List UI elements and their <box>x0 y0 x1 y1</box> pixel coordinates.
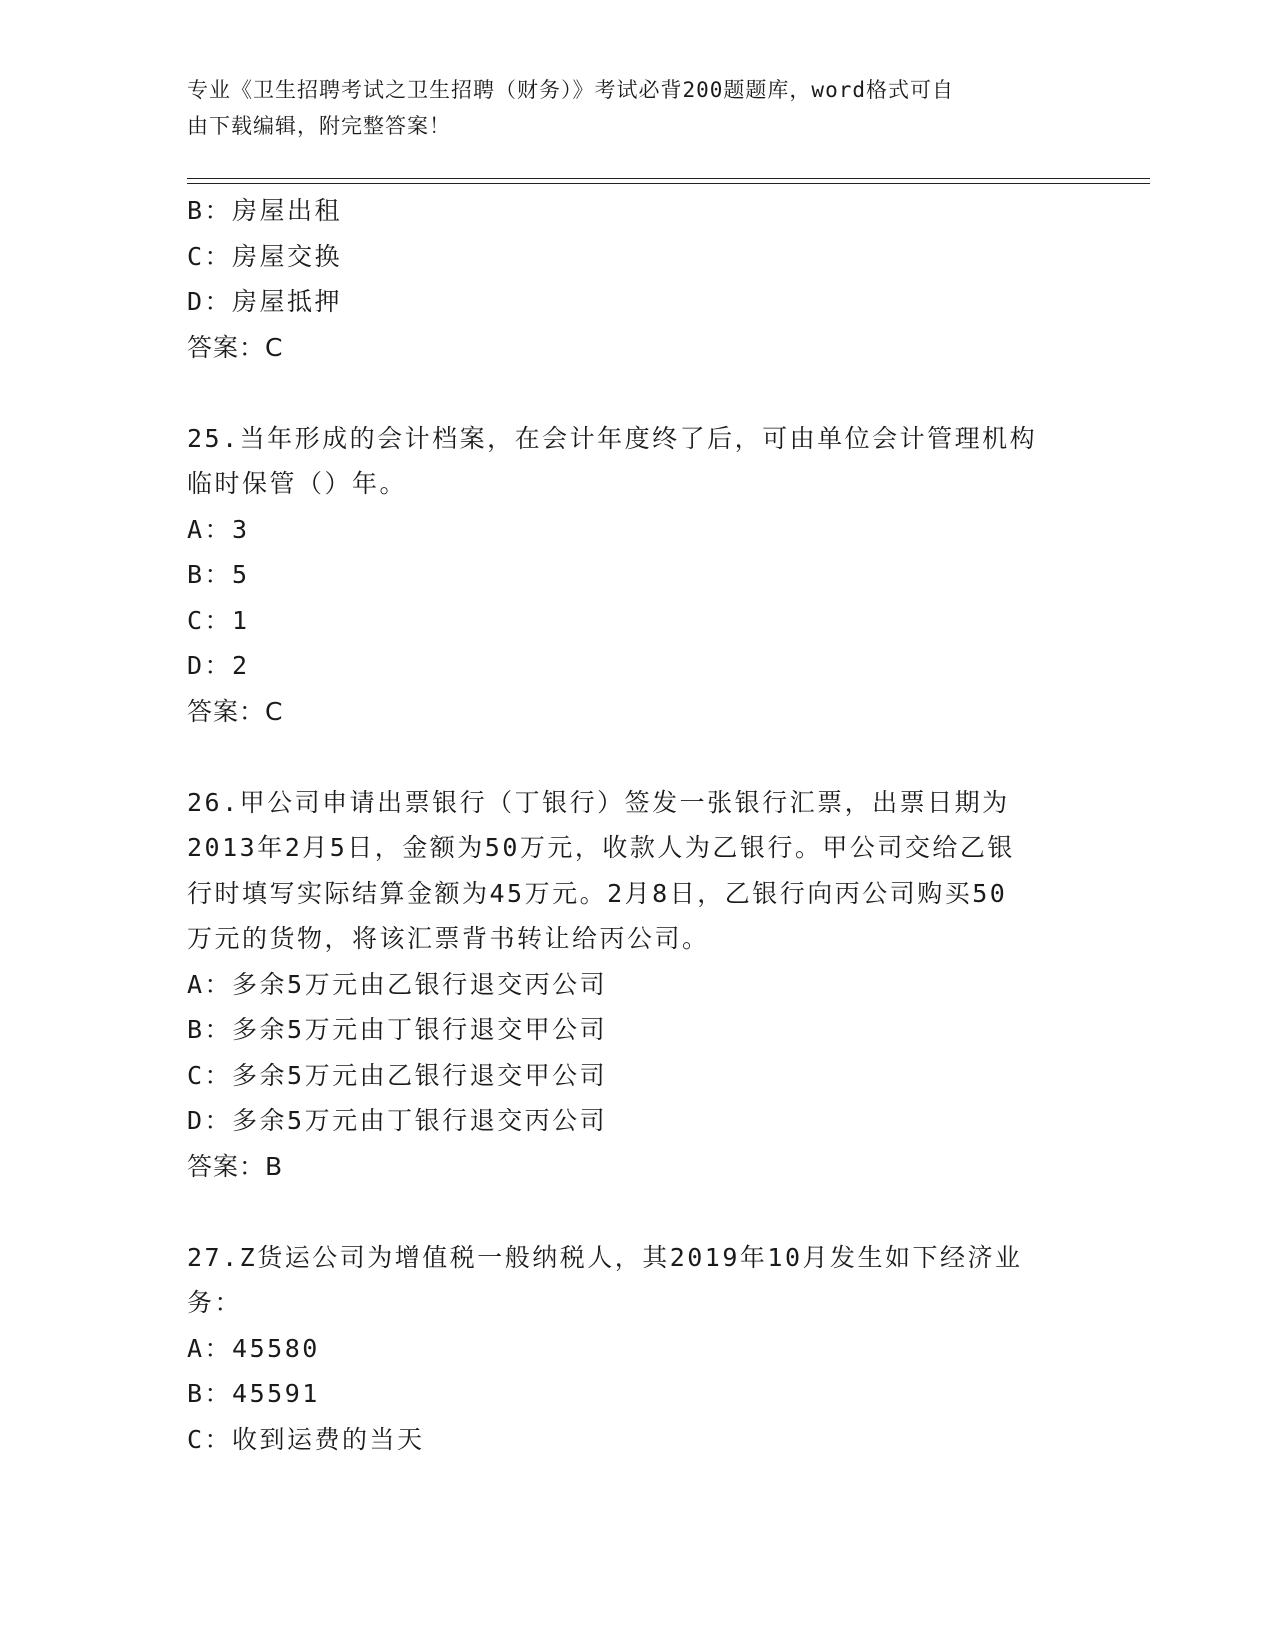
q26-stem-line-3: 行时填写实际结算金额为45万元。2月8日，乙银行向丙公司购买50 <box>187 878 1008 908</box>
question-27 <box>187 1235 1087 1463</box>
q27-option-c: C：收到运费的当天 <box>187 1424 425 1454</box>
q24-option-b: B：房屋出租 <box>187 196 343 225</box>
q27-option-a: A：45580 <box>187 1333 320 1363</box>
q25-option-a: A：3 <box>187 514 250 544</box>
q25-stem-line-2: 临时保管（）年。 <box>187 469 408 498</box>
spacer <box>187 734 1087 780</box>
spacer <box>187 370 1087 416</box>
q24-answer: 答案：C <box>187 332 284 362</box>
q25-option-b: B：5 <box>187 560 250 589</box>
question-24-tail <box>187 188 1087 370</box>
question-content <box>187 188 1087 1462</box>
q27-option-b: B：45591 <box>187 1379 320 1408</box>
spacer <box>187 1189 1087 1235</box>
header-line-1: 专业《卫生招聘考试之卫生招聘（财务）》考试必背200题题库，word格式可自 <box>187 78 954 102</box>
question-25 <box>187 416 1087 735</box>
q25-stem-line-1: 25.当年形成的会计档案，在会计年度终了后，可由单位会计管理机构 <box>187 423 1038 453</box>
q26-stem-line-1: 26.甲公司申请出票银行（丁银行）签发一张银行汇票，出票日期为 <box>187 787 1010 817</box>
q27-stem-line-1: 27.Z货运公司为增值税一般纳税人，其2019年10月发生如下经济业 <box>187 1242 1023 1272</box>
q27-stem-line-2: 务： <box>187 1288 243 1317</box>
question-26 <box>187 780 1087 1190</box>
q26-answer: 答案：B <box>187 1151 284 1181</box>
q25-option-c: C：1 <box>187 605 250 635</box>
q25-answer: 答案：C <box>187 696 284 726</box>
q24-option-c: C：房屋交换 <box>187 241 343 271</box>
q24-option-d: D：房屋抵押 <box>187 287 343 316</box>
q26-option-c: C：多余5万元由乙银行退交甲公司 <box>187 1060 608 1090</box>
document-header <box>187 72 1067 144</box>
q26-option-b: B：多余5万元由丁银行退交甲公司 <box>187 1015 608 1044</box>
header-divider-thin <box>187 183 1150 184</box>
header-divider-thick <box>187 178 1150 179</box>
q26-option-d: D：多余5万元由丁银行退交丙公司 <box>187 1106 608 1135</box>
q26-stem-line-2: 2013年2月5日，金额为50万元，收款人为乙银行。甲公司交给乙银 <box>187 833 1015 862</box>
q26-stem-line-4: 万元的货物，将该汇票背书转让给丙公司。 <box>187 924 710 953</box>
q25-option-d: D：2 <box>187 651 250 680</box>
q26-option-a: A：多余5万元由乙银行退交丙公司 <box>187 969 608 999</box>
header-line-2: 由下载编辑，附完整答案！ <box>187 114 451 138</box>
